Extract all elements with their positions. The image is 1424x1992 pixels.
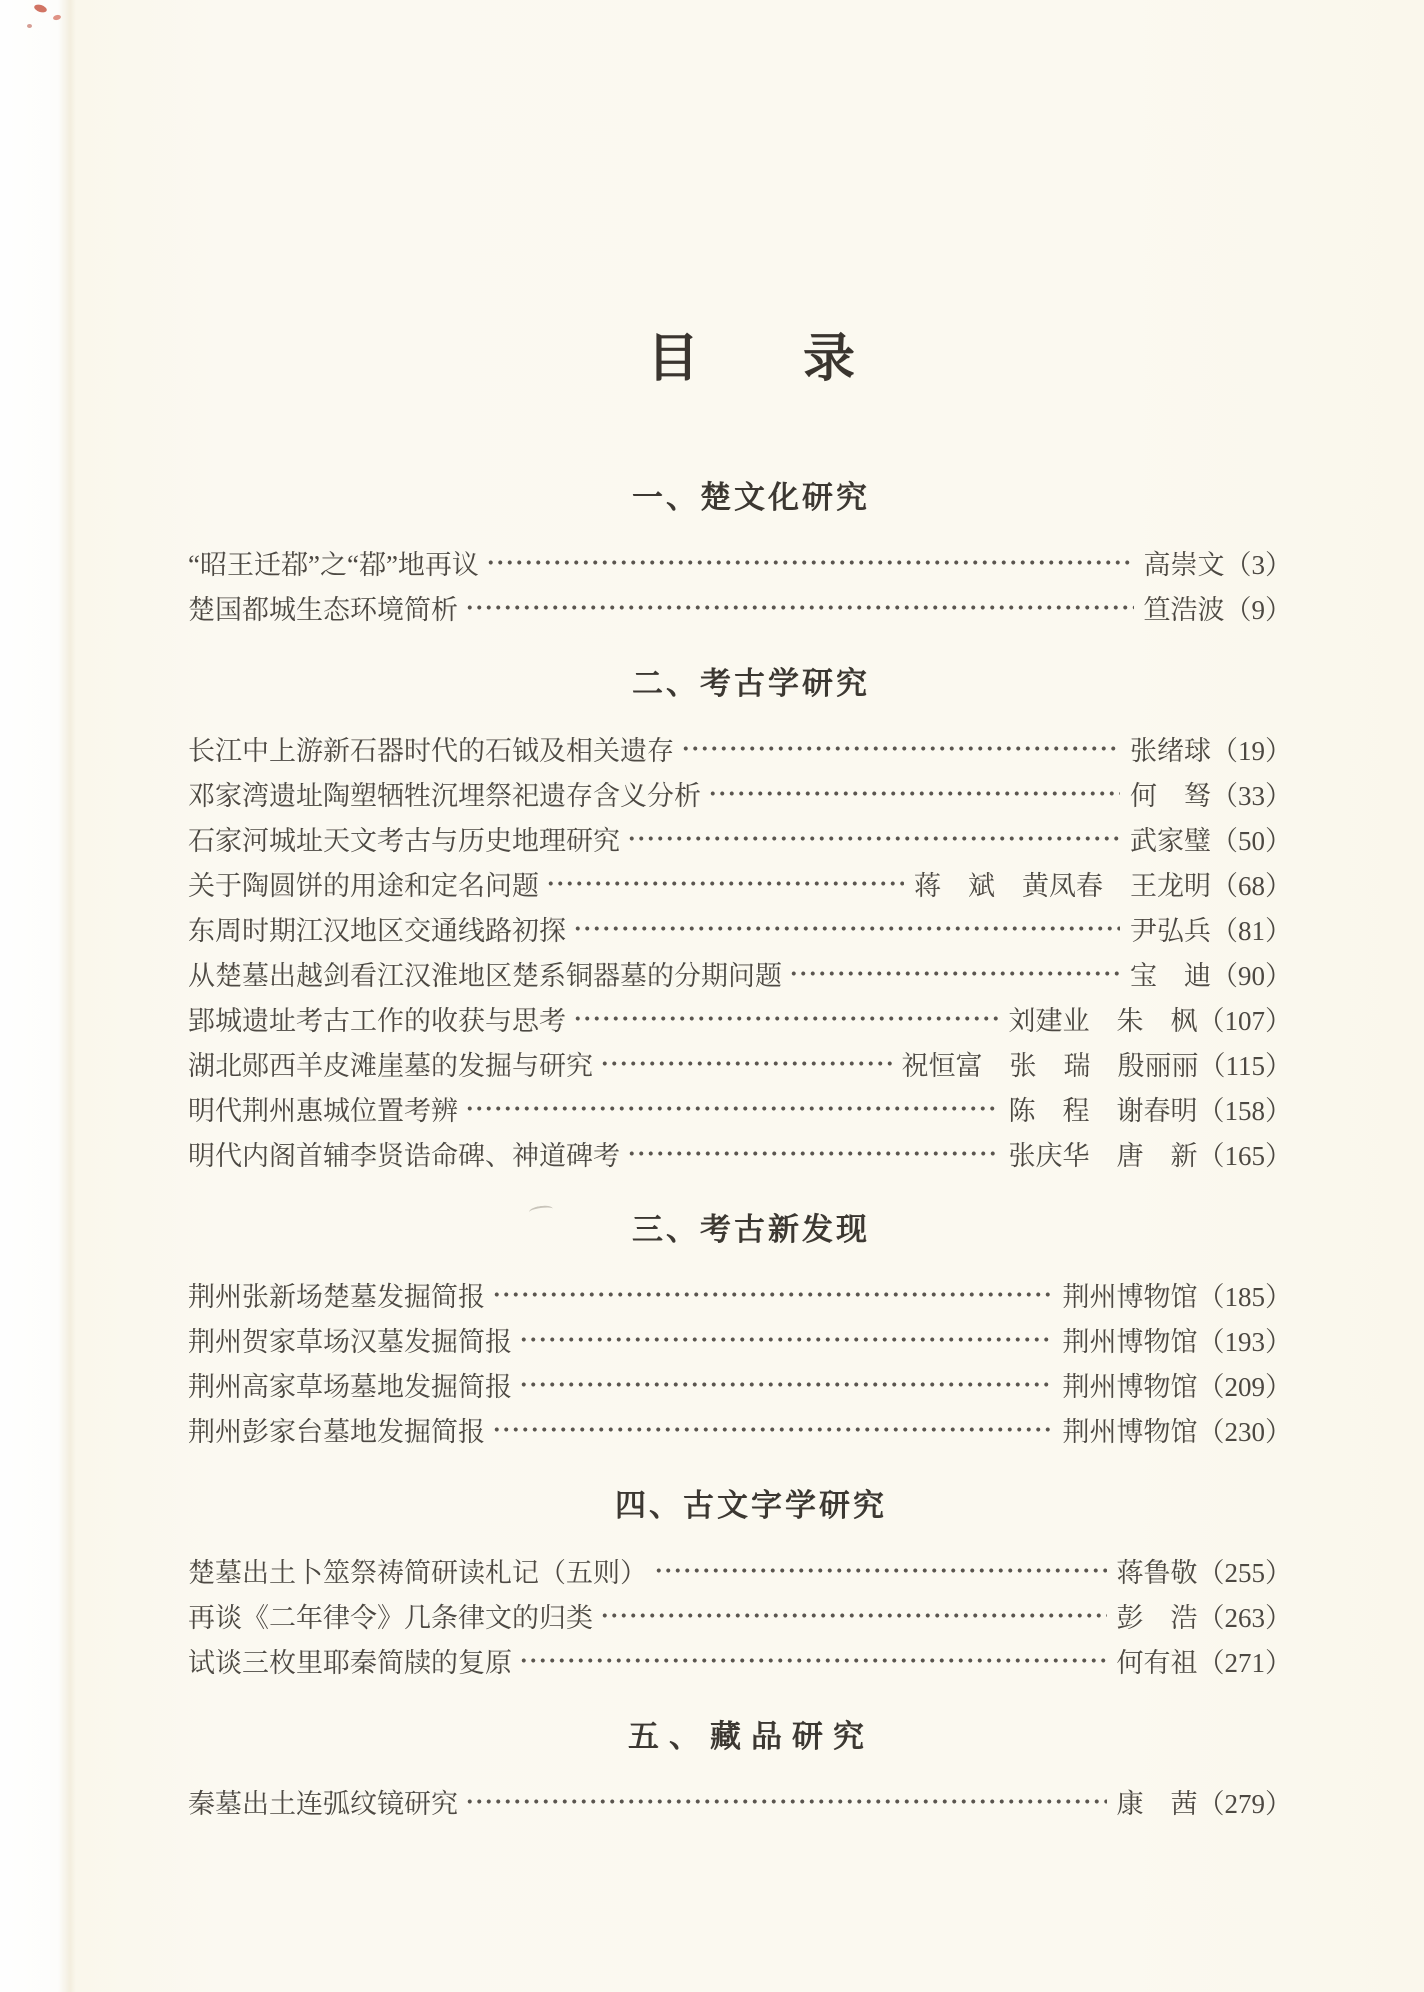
ink-speck <box>33 3 48 14</box>
dot-leader <box>519 1371 1053 1398</box>
entry-page-number: （158） <box>1197 1096 1292 1126</box>
entry-title: 明代内阁首辅李贤诰命碑、神道碑考 <box>188 1141 620 1171</box>
dot-leader <box>492 1416 1053 1443</box>
entry-page-number: （279） <box>1197 1789 1292 1819</box>
toc-entry <box>188 1638 1292 1683</box>
toc-entry <box>188 726 1292 771</box>
toc-entry <box>188 1779 1292 1824</box>
entry-page-number: （81） <box>1211 916 1292 946</box>
entry-page-number: （9） <box>1224 595 1292 625</box>
toc-content <box>188 330 1292 1824</box>
entry-title: 荆州张新场楚墓发掘简报 <box>188 1282 485 1312</box>
entry-page-number: （193） <box>1197 1327 1292 1357</box>
entry-page-number: （19） <box>1211 736 1292 766</box>
section-entries <box>188 1548 1292 1683</box>
toc-section <box>188 1719 1292 1824</box>
toc-entry <box>188 951 1292 996</box>
entry-page-number: （115） <box>1198 1051 1292 1081</box>
section-heading-3: 三、考古新发现 <box>632 1212 870 1247</box>
entry-authors: 何 驽 <box>1130 781 1211 811</box>
entry-authors: 宝 迪 <box>1130 961 1211 991</box>
entry-title: 楚国都城生态环境简析 <box>188 595 458 625</box>
dot-leader <box>573 1005 999 1032</box>
dot-leader <box>546 870 904 897</box>
toc-entry <box>188 906 1292 951</box>
entry-page-number: （3） <box>1224 550 1292 580</box>
dot-leader <box>681 735 1120 762</box>
section-entries <box>188 1272 1292 1452</box>
entry-authors: 陈 程 谢春明 <box>1008 1096 1198 1126</box>
entry-authors: 尹弘兵 <box>1130 916 1211 946</box>
entry-title: “昭王迁鄀”之“鄀”地再议 <box>188 550 479 580</box>
entry-authors: 何有祖 <box>1116 1648 1198 1678</box>
toc-entry <box>188 816 1292 861</box>
entry-page-number: （271） <box>1197 1648 1292 1678</box>
toc-entry <box>188 771 1292 816</box>
ink-speck <box>27 24 32 28</box>
toc-entry <box>188 1362 1292 1407</box>
entry-authors: 张绪球 <box>1130 736 1211 766</box>
entry-title: 再谈《二年律令》几条律文的归类 <box>188 1603 593 1633</box>
entry-page-number: （263） <box>1197 1603 1292 1633</box>
section-heading-2: 二、考古学研究 <box>632 666 870 701</box>
toc-section <box>188 1212 1292 1452</box>
dot-leader <box>486 549 1134 576</box>
toc-entry <box>188 1272 1292 1317</box>
toc-section <box>188 1488 1292 1683</box>
dot-leader <box>600 1602 1107 1629</box>
entry-title: 东周时期江汉地区交通线路初探 <box>188 916 566 946</box>
dot-leader <box>492 1281 1053 1308</box>
entry-authors: 蒋 斌 黄凤春 王龙明 <box>914 871 1211 901</box>
entry-authors: 荆州博物馆 <box>1062 1282 1198 1312</box>
entry-title: 明代荆州惠城位置考辨 <box>188 1096 458 1126</box>
entry-title: 长江中上游新石器时代的石钺及相关遗存 <box>188 736 674 766</box>
entry-page-number: （165） <box>1197 1141 1292 1171</box>
dot-leader <box>573 915 1120 942</box>
toc-sections <box>188 480 1292 1824</box>
entry-authors: 彭 浩 <box>1116 1603 1198 1633</box>
entry-page-number: （255） <box>1197 1558 1292 1588</box>
dot-leader <box>789 960 1120 987</box>
toc-entry <box>188 1086 1292 1131</box>
entry-title: 郢城遗址考古工作的收获与思考 <box>188 1006 566 1036</box>
section-heading-5: 五、藏品研究 <box>628 1719 874 1754</box>
dot-leader <box>465 594 1134 621</box>
entry-authors: 蒋鲁敬 <box>1116 1558 1198 1588</box>
entry-title: 从楚墓出越剑看江汉淮地区楚系铜器墓的分期问题 <box>188 961 782 991</box>
dot-leader <box>519 1326 1053 1353</box>
entry-page-number: （209） <box>1197 1372 1292 1402</box>
dot-leader <box>600 1050 892 1077</box>
entry-authors: 张庆华 唐 新 <box>1008 1141 1198 1171</box>
toc-entry <box>188 540 1292 585</box>
toc-entry <box>188 1317 1292 1362</box>
dot-leader <box>465 1095 999 1122</box>
toc-entry <box>188 1131 1292 1176</box>
section-heading-1: 一、楚文化研究 <box>632 480 870 515</box>
entry-authors: 高崇文 <box>1143 550 1225 580</box>
toc-entry <box>188 585 1292 630</box>
toc-entry <box>188 1407 1292 1452</box>
ink-speck <box>53 14 62 21</box>
entry-title: 秦墓出土连弧纹镜研究 <box>188 1789 458 1819</box>
toc-entry <box>188 1593 1292 1638</box>
section-entries <box>188 1779 1292 1824</box>
entry-title: 湖北郧西羊皮滩崖墓的发掘与研究 <box>188 1051 593 1081</box>
section-entries <box>188 726 1292 1176</box>
entry-title: 荆州高家草场墓地发掘简报 <box>188 1372 512 1402</box>
entry-authors: 武家璧 <box>1130 826 1211 856</box>
dot-leader <box>519 1647 1107 1674</box>
dot-leader <box>708 780 1120 807</box>
entry-page-number: （90） <box>1211 961 1292 991</box>
toc-entry <box>188 996 1292 1041</box>
entry-authors: 笪浩波 <box>1143 595 1225 625</box>
entry-title: 荆州贺家草场汉墓发掘简报 <box>188 1327 512 1357</box>
entry-authors: 刘建业 朱 枫 <box>1008 1006 1198 1036</box>
dot-leader <box>627 825 1120 852</box>
entry-authors: 祝恒富 张 瑞 殷丽丽 <box>901 1051 1199 1081</box>
section-heading-4: 四、古文字学研究 <box>615 1488 887 1523</box>
entry-page-number: （107） <box>1197 1006 1292 1036</box>
dot-leader <box>627 1140 999 1167</box>
toc-entry <box>188 1041 1292 1086</box>
entry-title: 试谈三枚里耶秦简牍的复原 <box>188 1648 512 1678</box>
toc-section <box>188 480 1292 630</box>
entry-page-number: （50） <box>1211 826 1292 856</box>
entry-title: 邓家湾遗址陶塑牺牲沉埋祭祀遗存含义分析 <box>188 781 701 811</box>
entry-title: 楚墓出土卜筮祭祷简研读札记（五则） <box>188 1558 647 1588</box>
entry-authors: 荆州博物馆 <box>1062 1327 1198 1357</box>
dot-leader <box>465 1788 1107 1815</box>
entry-page-number: （68） <box>1211 871 1292 901</box>
entry-page-number: （230） <box>1197 1417 1292 1447</box>
entry-authors: 荆州博物馆 <box>1062 1372 1198 1402</box>
entry-page-number: （33） <box>1211 781 1292 811</box>
toc-entry <box>188 1548 1292 1593</box>
toc-section <box>188 666 1292 1176</box>
dot-leader <box>654 1557 1107 1584</box>
entry-title: 关于陶圆饼的用途和定名问题 <box>188 871 539 901</box>
entry-authors: 康 茜 <box>1116 1789 1198 1819</box>
page-title: 目 录 <box>646 331 855 388</box>
section-entries <box>188 540 1292 630</box>
entry-title: 荆州彭家台墓地发掘简报 <box>188 1417 485 1447</box>
entry-title: 石家河城址天文考古与历史地理研究 <box>188 826 620 856</box>
toc-entry <box>188 861 1292 906</box>
entry-page-number: （185） <box>1197 1282 1292 1312</box>
entry-authors: 荆州博物馆 <box>1062 1417 1198 1447</box>
